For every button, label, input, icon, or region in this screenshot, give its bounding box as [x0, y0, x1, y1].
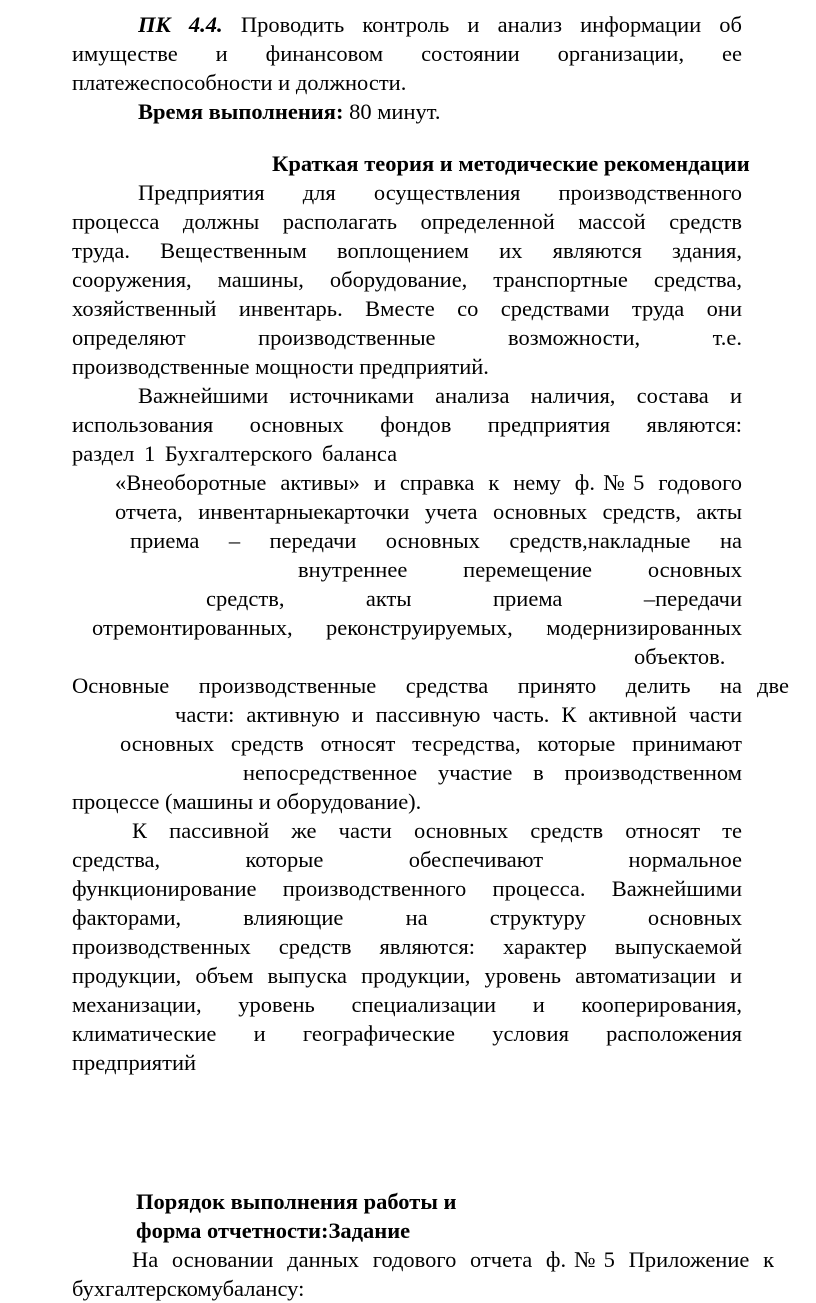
p5-line-4: факторами, влияющие на структуру основных — [72, 905, 742, 930]
theory-title: Краткая теория и методические рекомендации — [272, 151, 750, 176]
p2-line-2: использования основных фондов предприятия являются: — [72, 412, 742, 437]
p1-line-4: сооружения, машины, оборудование, транспортные средства, — [72, 267, 742, 292]
procedure-text-line-1: На основании данных годового отчета ф.№5 Приложение к — [132, 1247, 774, 1272]
header-line-2: имуществе и финансовом состоянии организации, ее — [72, 41, 742, 66]
procedure-title-line-2: форма отчетности:Задание — [136, 1218, 411, 1243]
p3-line-5: средств, акты приема –передачи — [206, 586, 742, 611]
p2-line-1: Важнейшими источниками анализа наличия, состава и — [138, 383, 742, 408]
p5-line-1: К пассивной же части основных средств относят те — [132, 818, 742, 843]
p3-line-3: приема – передачи основных средств,накладные на — [130, 528, 742, 553]
p3-line-7: объектов. — [634, 644, 726, 669]
p5-line-2: средства, которые обеспечивают нормальное — [72, 847, 742, 872]
header-line-3: платежеспособности и должности. — [72, 70, 407, 95]
p4-line-1: Основные производственные средства принято делить на — [72, 673, 742, 698]
p3-line-1: «Внеоборотные активы» и справка к нему ф.№5 годового — [115, 470, 742, 495]
p2-line-3: раздел 1 Бухгалтерского баланса — [72, 441, 398, 466]
p5-line-5: производственных средств являются: характер выпускаемой — [72, 934, 742, 959]
time-label: Время выполнения: — [138, 99, 344, 124]
header-line-1 — [138, 11, 742, 39]
p5-line-8: климатические и географические условия расположения — [72, 1021, 742, 1046]
p1-line-6: определяют производственные возможности, т.е. — [72, 325, 742, 350]
p3-line-2: отчета, инвентарныекарточки учета основных средств, акты — [115, 499, 742, 524]
p4-line-3: основных средств относят тесредства, которые принимают — [120, 731, 742, 756]
p5-line-9: предприятий — [72, 1050, 197, 1075]
p4-line-4: непосредственное участие в производственном — [243, 760, 742, 785]
p4-line-1-overflow: две — [757, 673, 789, 698]
header-line-1-text: Проводить контроль и анализ информации об — [240, 12, 742, 37]
p4-line-5: процессе (машины и оборудование). — [72, 789, 422, 814]
p1-line-3: труда. Вещественным воплощением их являются здания, — [72, 238, 742, 263]
time-value: 80 минут. — [349, 99, 441, 124]
procedure-text-line-2: бухгалтерскомубалансу: — [72, 1276, 305, 1301]
time-line — [138, 98, 441, 126]
p1-line-2: процесса должны располагать определенной массой средств — [72, 209, 742, 234]
p1-line-1: Предприятия для осуществления производственного — [138, 180, 742, 205]
pk-label: ПК 4.4. — [138, 12, 223, 37]
p1-line-7: производственные мощности предприятий. — [72, 354, 489, 379]
p3-line-6: отремонтированных, реконструируемых, модернизированных — [92, 615, 742, 640]
p4-line-2: части: активную и пассивную часть. К активной части — [175, 702, 742, 727]
p3-line-4: внутреннее перемещение основных — [298, 557, 742, 582]
p5-line-7: механизации, уровень специализации и кооперирования, — [72, 992, 742, 1017]
procedure-title-line-1: Порядок выполнения работы и — [136, 1189, 457, 1214]
p5-line-6: продукции, объем выпуска продукции, уровень автоматизации и — [72, 963, 742, 988]
p1-line-5: хозяйственный инвентарь. Вместе со средствами труда они — [72, 296, 742, 321]
p5-line-3: функционирование производственного процесса. Важнейшими — [72, 876, 742, 901]
